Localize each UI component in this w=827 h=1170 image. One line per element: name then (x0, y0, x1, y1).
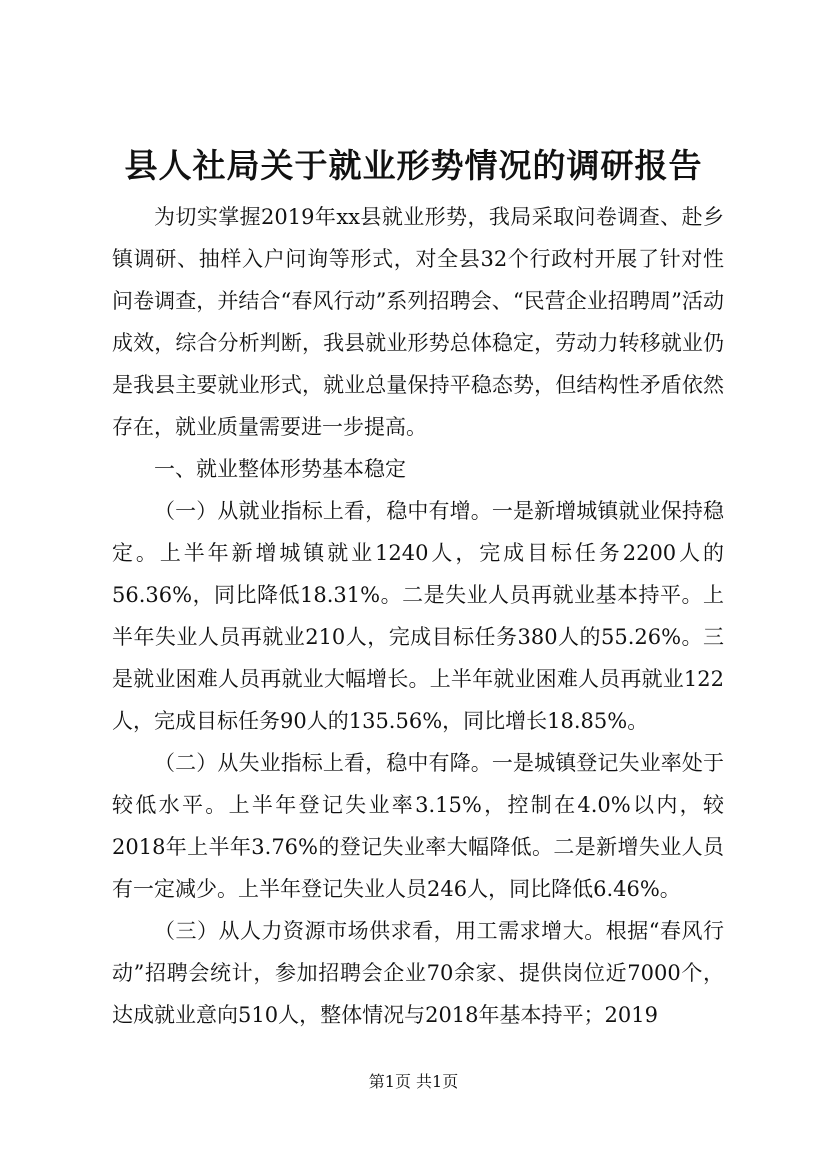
document-body (112, 196, 724, 1036)
paragraph-unemployment-indicators: （二）从失业指标上看，稳中有降。一是城镇登记失业率处于较低水平。上半年登记失业率3.15%，控制在4.0%以内，较2018年上半年3.76%的登记失业率大幅降低。二是新增失业人员有一定减少。上半年登记失业人员246人，同比降低6.46%。 (112, 751, 724, 901)
document-title: 县人社局关于就业形势情况的调研报告 (124, 146, 703, 185)
paragraph-employment-indicators: （一）从就业指标上看，稳中有增。一是新增城镇就业保持稳定。上半年新增城镇就业1240人，完成目标任务2200人的56.36%，同比降低18.31%。二是失业人员再就业基本持平。上半年失业人员再就业210人，完成目标任务380人的55.26%。三是就业困难人员再就业大幅增长。上半年就业困难人员再就业122人，完成目标任务90人的135.56%，同比增长18.85%。 (112, 499, 724, 733)
paragraph-intro: 为切实掌握2019年xx县就业形势，我局采取问卷调查、赴乡镇调研、抽样入户问询等形式，对全县32个行政村开展了针对性问卷调查，并结合“春风行动”系列招聘会、“民营企业招聘周”活动成效，综合分析判断，我县就业形势总体稳定，劳动力转移就业仍是我县主要就业形式，就业总量保持平稳态势，但结构性矛盾依然存在，就业质量需要进一步提高。 (112, 205, 724, 439)
page-footer: 第1页 共1页 (368, 1072, 459, 1091)
paragraph-labor-market: （三）从人力资源市场供求看，用工需求增大。根据“春风行动”招聘会统计，参加招聘会企业70余家、提供岗位近7000个，达成就业意向510人，整体情况与2018年基本持平；2019 (112, 919, 724, 1027)
section-heading-1: 一、就业整体形势基本稳定 (154, 457, 406, 481)
